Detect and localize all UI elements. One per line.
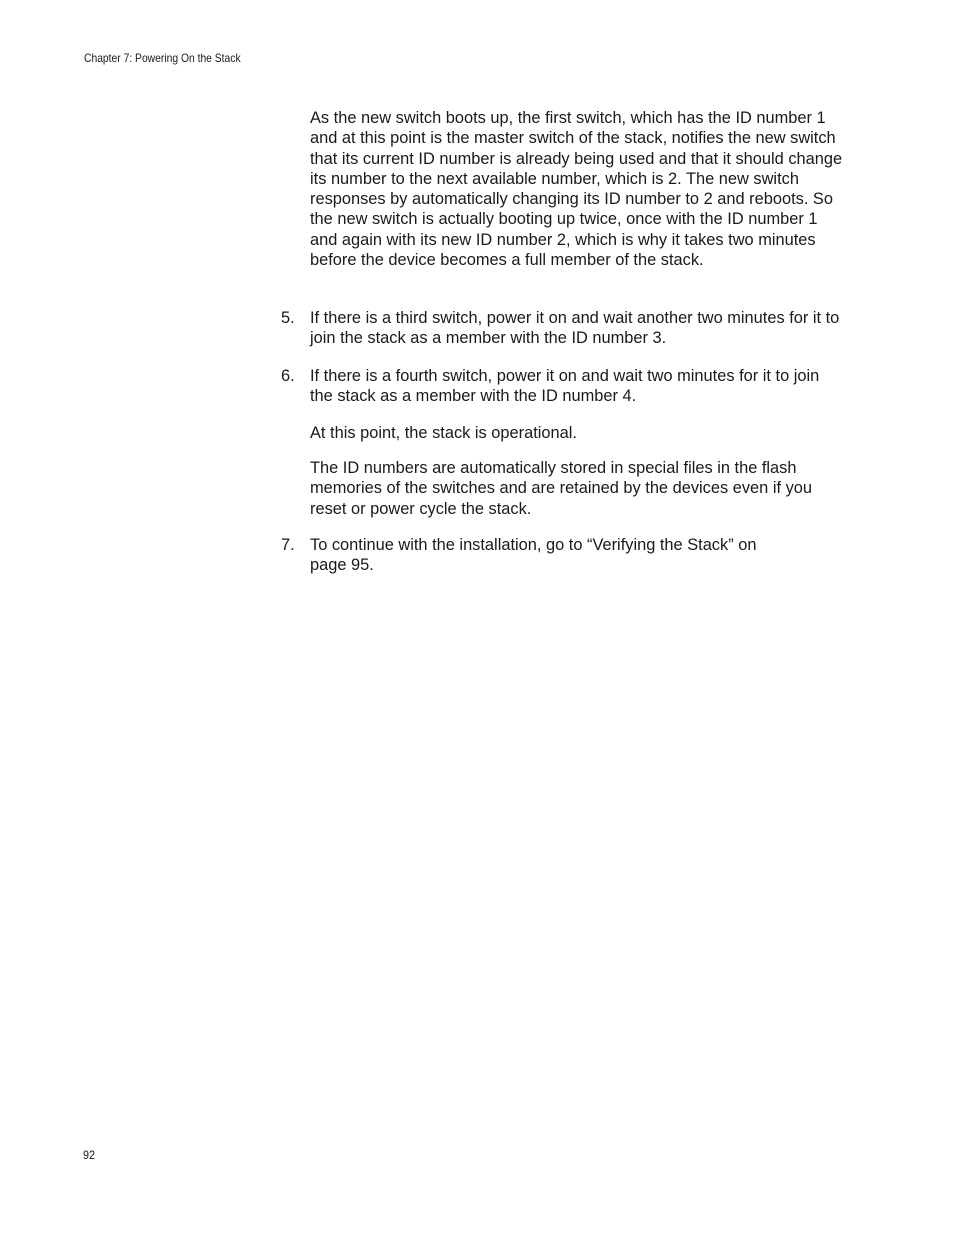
intro-paragraph: As the new switch boots up, the first switch, which has the ID number 1 and at this point is the master switch of the stack, notifies the new switch that its current ID number is already being used and that it should change its number to the next available number, which is 2. The new switch responses by automatically changing its ID number to 2 and reboots. So the new switch is actually booting up twice, once with the ID number 1 and again with its new ID number 2, which is why it takes two minutes before the device becomes a full member of the stack.	[310, 109, 843, 270]
step-6-number: 6.	[281, 367, 295, 385]
operational-note: At this point, the stack is operational.	[310, 424, 577, 442]
storage-note: The ID numbers are automatically stored in special files in the flash memories of the switches and are retained by the devices even if you reset or power cycle the stack.	[310, 459, 813, 518]
step-7-number: 7.	[281, 536, 295, 554]
page-number: 92	[83, 1148, 96, 1162]
step-6-text: If there is a fourth switch, power it on and wait two minutes for it to join the stack as a member with the ID number 4.	[310, 367, 820, 406]
running-header: Chapter 7: Powering On the Stack	[84, 51, 241, 65]
step-5-number: 5.	[281, 309, 295, 327]
step-7-text: To continue with the installation, go to “Verifying the Stack” on page 95.	[310, 536, 757, 575]
step-5-text: If there is a third switch, power it on and wait another two minutes for it to join the stack as a member with the ID number 3.	[310, 309, 840, 348]
